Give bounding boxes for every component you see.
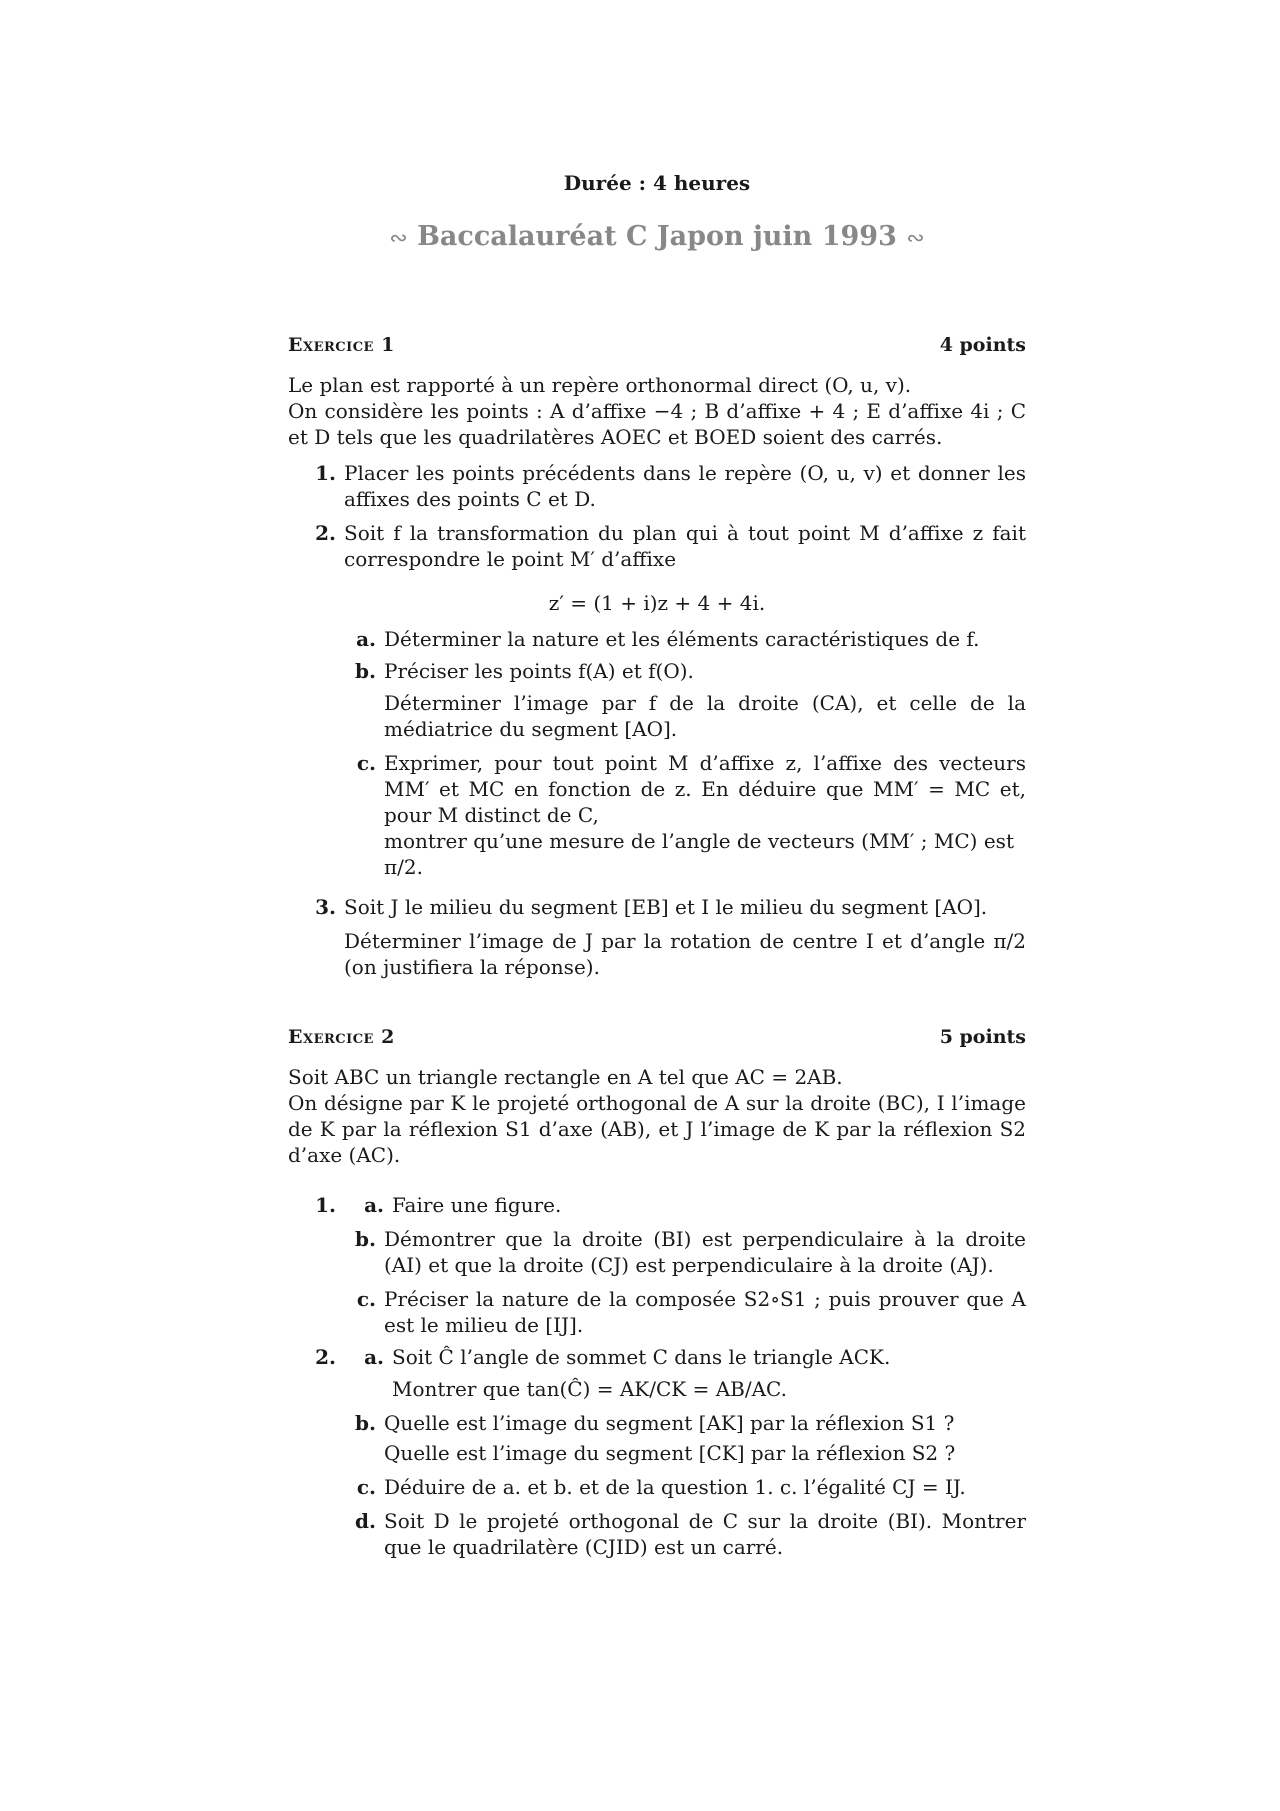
- ex1-q3-number: 3.: [315, 895, 336, 919]
- ex1-q1-number: 1.: [315, 461, 336, 485]
- ex1-q2b-text-2: Déterminer l’image par f de la droite (CA), et celle de la médiatrice du segment [AO].: [384, 691, 1026, 741]
- ex1-q2a-text: Déterminer la nature et les éléments caractéristiques de f.: [384, 627, 980, 651]
- ex1-q3-text-1: Soit J le milieu du segment [EB] et I le milieu du segment [AO].: [344, 895, 988, 919]
- ex2-q2d: [288, 1508, 1026, 1560]
- ex1-q2c-text-2: montrer qu’une mesure de l’angle de vecteurs (MM′ ; MC) est π/2.: [384, 829, 1014, 879]
- ex2-q1c-text: Préciser la nature de la composée S2∘S1 ; puis prouver que A est le milieu de [IJ].: [384, 1287, 1026, 1337]
- duration: Durée : 4 heures: [563, 171, 751, 195]
- ex2-q2b-text-1: Quelle est l’image du segment [AK] par la réflexion S1 ?: [384, 1411, 955, 1435]
- ex1-intro-2: On considère les points : A d’affixe −4 ; B d’affixe + 4 ; E d’affixe 4i ; C et D tels que les quadrilatères AOEC et BOED soient des carrés.: [288, 399, 1026, 449]
- ex2-q2b: [288, 1410, 1026, 1466]
- ex2-q2b-body: [384, 1410, 1026, 1466]
- ex2-q1c: [288, 1286, 1026, 1338]
- ex2-question-1: [288, 1192, 1026, 1218]
- ex2-q2c-text: Déduire de a. et b. et de la question 1. c. l’égalité CJ = IJ.: [384, 1475, 966, 1499]
- ex1-q1-text: Placer les points précédents dans le repère (O, u, v) et donner les affixes des points C et D.: [344, 461, 1026, 511]
- ex2-q2-number: 2.: [315, 1345, 336, 1369]
- ex2-q1b-letter: b.: [355, 1227, 376, 1251]
- exercise-2-label: Exercice 2: [288, 1026, 395, 1048]
- ex2-q2a-letter: a.: [364, 1345, 384, 1369]
- ex1-q2-text: Soit f la transformation du plan qui à tout point M d’affixe z fait correspondre le point M′ d’affixe: [344, 521, 1026, 571]
- exam-title: [288, 220, 1026, 256]
- ex2-q2d-text: Soit D le projeté orthogonal de C sur la droite (BI). Montrer que le quadrilatère (CJID) est un carré.: [384, 1509, 1026, 1559]
- exercise-1-header: [288, 332, 1026, 358]
- ex1-formula: z′ = (1 + i)z + 4 + 4i.: [548, 591, 766, 615]
- ex2-q2b-letter: b.: [355, 1411, 376, 1435]
- ex1-question-3: [288, 894, 1026, 980]
- ex2-intro-2: On désigne par K le projeté orthogonal de A sur la droite (BC), I l’image de K par la réflexion S1 d’axe (AB), et J l’image de K par la réflexion S2 d’axe (AC).: [288, 1091, 1026, 1167]
- ex1-q2a-letter: a.: [356, 627, 376, 651]
- exercise-2-header: [288, 1024, 1026, 1050]
- ex2-q2a-body: [392, 1344, 1026, 1402]
- ex1-question-1: [288, 460, 1026, 512]
- ex2-q2c-letter: c.: [356, 1475, 376, 1499]
- ex2-q2a-text-2: Montrer que tan(Ĉ) = AK/CK = AB/AC.: [392, 1377, 787, 1401]
- ex1-q2b-letter: b.: [355, 659, 376, 683]
- ex2-q1c-letter: c.: [356, 1287, 376, 1311]
- ornament-left-icon: ∾: [389, 226, 408, 251]
- document-page: [288, 170, 1026, 1560]
- ex2-q2b-text-2: Quelle est l’image du segment [CK] par la réflexion S2 ?: [384, 1441, 956, 1465]
- ex2-q1b-text: Démontrer que la droite (BI) est perpendiculaire à la droite (AI) et que la droite (CJ) est perpendiculaire à la droite (AJ).: [384, 1227, 1026, 1277]
- ex1-q2c-body: [384, 750, 1026, 880]
- exam-title-text: Baccalauréat C Japon juin 1993: [417, 221, 897, 252]
- ex1-intro-1: Le plan est rapporté à un repère orthonormal direct (O, u, v).: [288, 373, 912, 397]
- ex2-q1a-letter: a.: [364, 1193, 384, 1217]
- ex1-q2b-text-1: Préciser les points f(A) et f(O).: [384, 659, 694, 683]
- ex1-q2b: [288, 658, 1026, 742]
- ex2-q1b: [288, 1226, 1026, 1278]
- ex1-q2c-letter: c.: [356, 751, 376, 775]
- ex2-q1a-text: Faire une figure.: [392, 1193, 562, 1217]
- ex2-question-2: [288, 1344, 1026, 1402]
- ex1-q2c-text-1: Exprimer, pour tout point M d’affixe z, l’affixe des vecteurs MM′ et MC en fonction de z. En déduire que MM′ = MC et, pour M distinct de C,: [384, 751, 1026, 827]
- ex1-q2c: [288, 750, 1026, 880]
- ex2-q2d-letter: d.: [355, 1509, 376, 1533]
- ex1-q2b-body: [384, 658, 1026, 742]
- ex1-q3-body: [344, 894, 1026, 980]
- ex1-q2-number: 2.: [315, 521, 336, 545]
- exercise-1-points: 4 points: [939, 334, 1026, 356]
- ex1-q2a: [288, 626, 1026, 652]
- ex2-q2a-text-1: Soit Ĉ l’angle de sommet C dans le triangle ACK.: [392, 1345, 891, 1369]
- ex2-intro-1: Soit ABC un triangle rectangle en A tel que AC = 2AB.: [288, 1065, 843, 1089]
- ex2-q1-number: 1.: [315, 1193, 336, 1217]
- exercise-1-label: Exercice 1: [288, 334, 395, 356]
- ex2-q2c: [288, 1474, 1026, 1500]
- ex1-question-2: [288, 520, 1026, 572]
- ex1-q3-text-2: Déterminer l’image de J par la rotation de centre I et d’angle π/2 (on justifiera la réponse).: [344, 929, 1026, 979]
- ornament-right-icon: ∾: [906, 226, 925, 251]
- exercise-2-points: 5 points: [939, 1026, 1026, 1048]
